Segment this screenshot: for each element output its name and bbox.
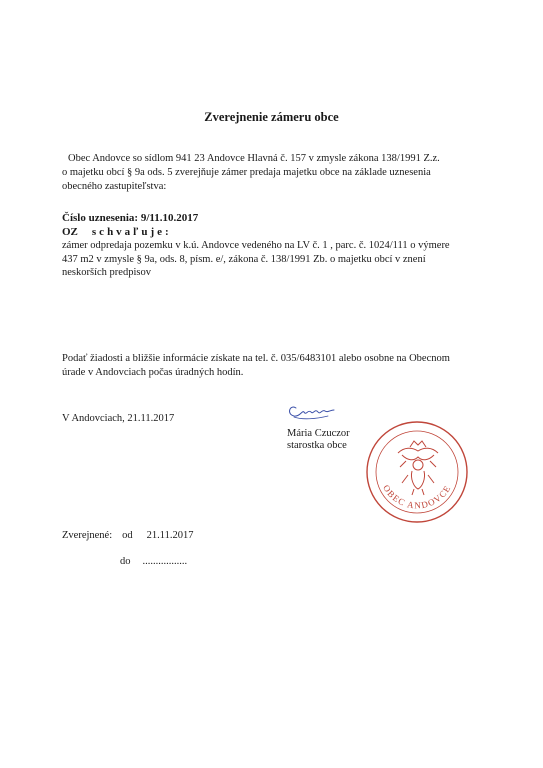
published-from-label: od (122, 530, 133, 541)
published-from-date: 21.11.2017 (146, 530, 194, 541)
signer-block (287, 428, 350, 452)
intro-line: obecného zastupiteľstva: (62, 181, 167, 192)
coat-of-arms-icon (398, 441, 438, 495)
resolution-section (62, 212, 502, 280)
resolution-line: neskorších predpisov (62, 267, 151, 278)
requests-paragraph (62, 352, 502, 380)
intro-line: o majetku obcí § 9a ods. 5 zverejňuje zámer predaja majetku obce na základe uznesenia (62, 167, 431, 178)
until-line (120, 556, 187, 567)
resolution-approval-heading (62, 226, 502, 240)
svg-text:OBEC ANDOVCE: OBEC ANDOVCE (381, 483, 453, 511)
page-title: Zverejnenie zámeru obce (204, 110, 339, 124)
oz-label: OZ (62, 225, 78, 238)
resolution-number: Číslo uznesenia: 9/11.10.2017 (62, 212, 199, 224)
requests-line: Podať žiadosti a bližšie informácie získate na tel. č. 035/6483101 alebo osobne na Obecnom (62, 353, 450, 364)
resolution-line: zámer odpredaja pozemku v k.ú. Andovce vedeného na LV č. 1 , parc. č. 1024/111 o výmere (62, 240, 450, 251)
published-to-value: ................. (142, 556, 188, 567)
requests-line: úrade v Andovciach počas úradných hodín. (62, 367, 244, 378)
resolution-line: 437 m2 v zmysle § 9a, ods. 8, písm. e/, zákona č. 138/1991 Zb. o majetku obcí v znení (62, 253, 426, 265)
approves-label: schvaľuje: (91, 225, 172, 238)
intro-paragraph (62, 152, 502, 194)
resolution-body (62, 239, 502, 280)
signer-role: starostka obce (287, 440, 347, 451)
place-date: V Andovciach, 21.11.2017 (62, 413, 175, 424)
published-to-label: do (120, 556, 131, 567)
official-stamp (362, 417, 472, 532)
intro-line: Obec Andovce so sídlom 941 23 Andovce Hlavná č. 157 v zmysle zákona 138/1991 Z.z. (68, 153, 440, 164)
published-line (62, 530, 194, 541)
signer-name: Mária Czuczor (287, 428, 350, 439)
published-label: Zverejnené: (62, 530, 113, 541)
